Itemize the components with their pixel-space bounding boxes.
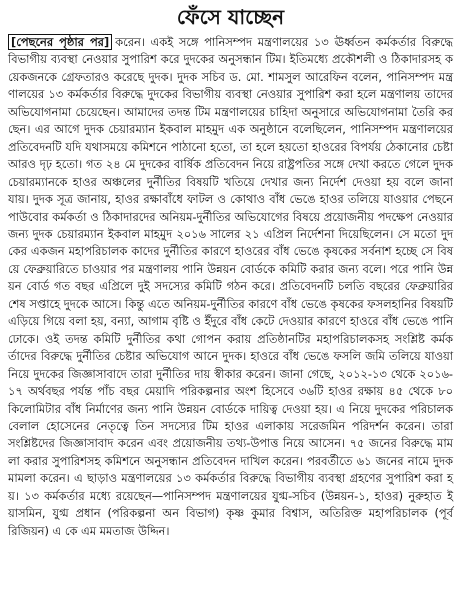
headline: ফেঁসে যাচ্ছেন [176,5,285,29]
continued-from-label: [পেছনের পৃষ্ঠার পর] [8,34,112,50]
article-body [8,34,453,540]
body-text: করেন। একই সঙ্গে পানিসম্পদ মন্ত্রণালয়ের ১৩ ঊর্ধ্বতন কর্মকর্তার বিরুদ্ধে বিভাগীয় ব্যবস্থা নেওয়ার সুপারিশ করে দুদকের অনুসন্ধান টিম। ইতিমধ্যে প্রকৌশলী ও ঠিকাদারসহ কয়েকজনকে গ্রেফতারও করেছে দুদক। দুদক সচিব ড. মো. শামসুল আরেফিন বলেন, পানিসম্পদ মন্ত্রণালয়ের ১৩ কর্মকর্তার বিরুদ্ধে দুদকের বিভাগীয় ব্যবস্থা নেওয়ার সুপারিশ করা হলে মন্ত্রণালয় তাদের অভিযোগনামা চেয়েছেন। আমাদের তদন্ত টিম মন্ত্রণালয়ের চাহিদা অনুসারে অভিযোগনামা তৈরি করছেন। এর আগে দুদক চেয়ারম্যান ইকবাল মাহমুদ এক অনুষ্ঠানে বলেছিলেন, পানিসম্পদ মন্ত্রণালয়ের প্রতিবেদনটি যদি যথাসময়ে কমিশনে পাঠানো হতো, তা হলে হয়তো হাওরের বিপর্যয় ঠেকানোর চেষ্টা আরও দৃঢ় হতো। গত ২৪ মে দুদকের বার্ষিক প্রতিবেদন নিয়ে রাষ্ট্রপতির সঙ্গে দেখা করতে গেলে দুদক চেয়ারম্যানকে হাওর অঞ্চলের দুর্নীতির বিষয়টি খতিয়ে দেখার জন্য নির্দেশ দেওয়া হয় বলে জানা যায়। দুদক সূত্র জানায়, হাওর রক্ষাবাঁধে ফাটল ও কোথাও বাঁধ ভেঙে হাওর তলিয়ে যাওয়ার পেছনে পাউবোর কর্মকর্তা ও ঠিকাদারদের অনিয়ম-দুর্নীতির অভিযোগের বিষয়ে প্রয়োজনীয় পদক্ষেপ নেওয়ার জন্য দুদক চেয়ারম্যান ইকবাল মাহমুদ ২০১৬ সালের ২১ এপ্রিল নির্দেশনা দিয়েছিলেন। সে মতো দুদকের একজন মহাপরিচালক কাদের দুর্নীতির কারণে হাওরের বাঁধ ভেঙে কৃষকের সর্বনাশ হচ্ছে সে বিষয়ে ফেব্রুয়ারিতে চাওয়ার পর মন্ত্রণালয় পানি উন্নয়ন বোর্ডকে কমিটি করার জন্য বলে। পরে পানি উন্নয়ন বোর্ড গত বছর এপ্রিলে দুই সদস্যের কমিটি গঠন করে। প্রতিবেদনটি চলতি বছরের ফেব্রুয়ারির শেষ সপ্তাহে দুদকে আসে। কিন্তু এতে অনিয়ম-দুর্নীতির কারণে বাঁধ ভেঙে কৃষকের ফসলহানির বিষয়টি এড়িয়ে গিয়ে বলা হয়, বন্যা, আগাম বৃষ্টি ও ইঁদুরে বাঁধ কেটে দেওয়ার কারণে হাওরে বাঁধ ভেঙে পানি ঢোকে। ওই তদন্ত কমিটি দুর্নীতির কথা গোপন করায় প্রতিষ্ঠানটির মহাপরিচালকসহ সংশ্লিষ্ট কর্মকর্তাদের বিরুদ্ধে দুর্নীতির চেষ্টার অভিযোগ আনে দুদক। হাওরে বাঁধ ভেঙে ফসলি জমি তলিয়ে যাওয়া নিয়ে দুদকের জিজ্ঞাসাবাদে তারা দুর্নীতির দায় স্বীকার করেন। জানা গেছে, ২০১২-১৩ থেকে ২০১৬-১৭ অর্থবছর পর্যন্ত পাঁচ বছর মেয়াদি পরিকল্পনার অংশ হিসেবে ৩৬টি হাওর রক্ষায় ৪৫ থেকে ৮০ কিলোমিটার বাঁধ নির্মাণের জন্য পানি উন্নয়ন বোর্ডকে দায়িত্ব দেওয়া হয়। এ নিয়ে দুদকের পরিচালক বেলাল হোসেনের নেতৃত্বে তিন সদস্যের টিম হাওর এলাকায় সরেজমিন পরিদর্শন করেন। তারা সংশ্লিষ্টদের জিজ্ঞাসাবাদ করেন এবং প্রয়োজনীয় তথ্য-উপাত্ত নিয়ে আসেন। ৭৫ জনের বিরুদ্ধে মামলা করার সুপারিশসহ কমিশনে অনুসন্ধান প্রতিবেদন দাখিল করেন। পরবর্তীতে ৬১ জনের নামে দুদক মামলা করেন। এ ছাড়াও মন্ত্রণালয়ের ১৩ কর্মকর্তার বিরুদ্ধে বিভাগীয় ব্যবস্থা গ্রহণের সুপারিশ করা হয়। ১৩ কর্মকর্তার মধ্যে রয়েছেন—পানিসম্পদ মন্ত্রণালয়ের যুগ্ম-সচিব (উন্নয়ন-১, হাওর) নুরুহাত ইয়াসমিন, যুগ্ম প্রধান (পরিকল্পনা অন বিভাগ) কৃষ্ণ কুমার বিশ্বাস, অতিরিক্ত মহাপরিচালক (পূর্ব রিজিয়ন) এ কে এম মমতাজ উদ্দিন। [8,35,453,538]
